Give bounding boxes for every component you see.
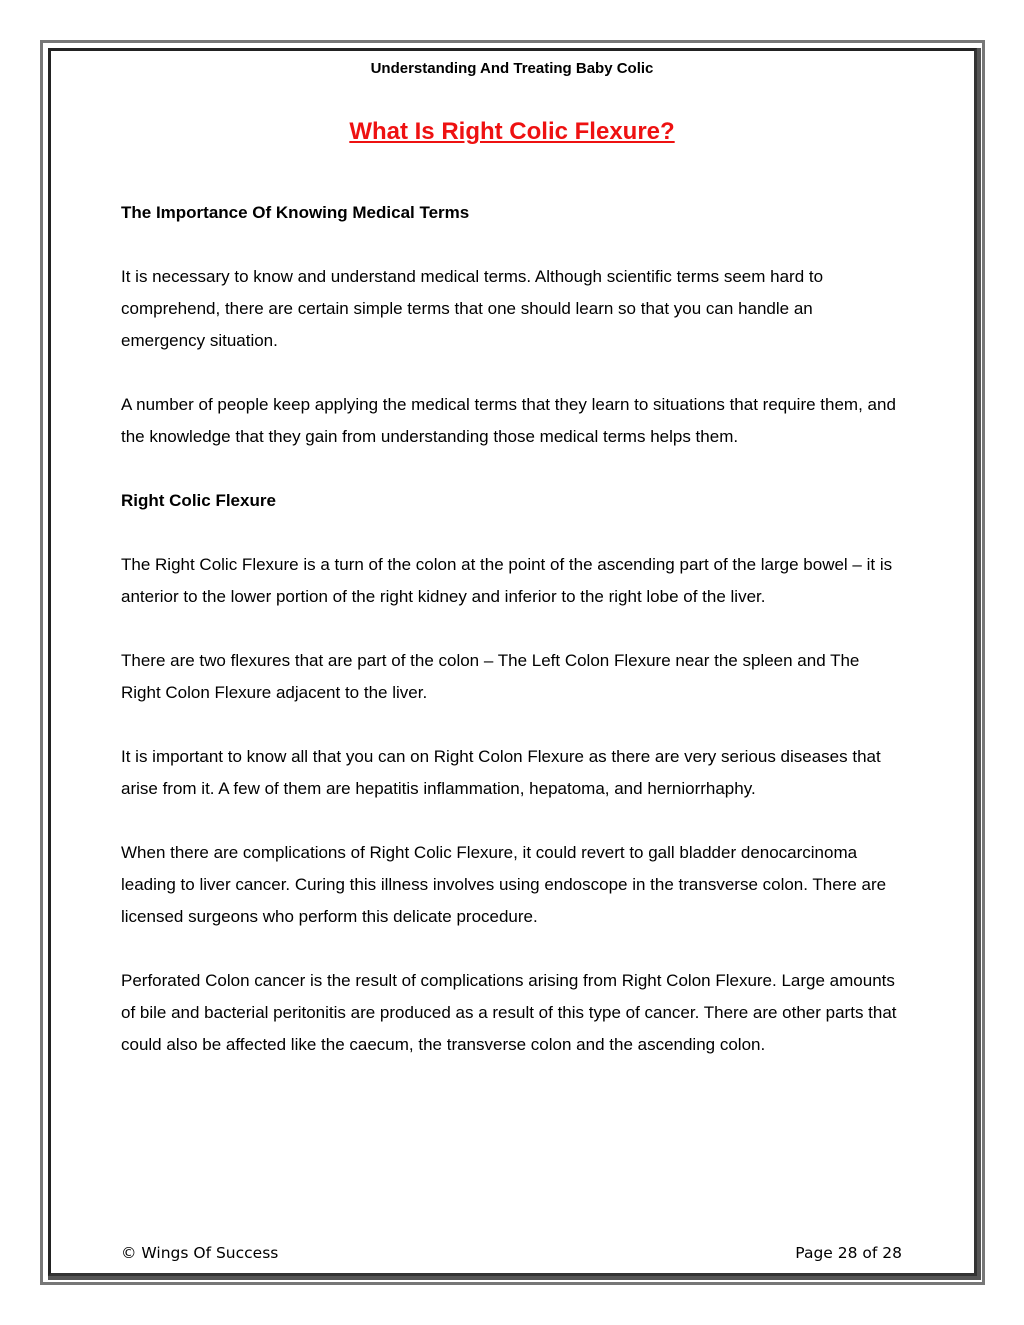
page-frame-shadow-bottom	[48, 1276, 981, 1280]
document-body	[121, 197, 901, 1093]
paragraph: Perforated Colon cancer is the result of complications arising from Right Colon Flexure. Large amounts of bile and bacterial peritonitis are produced as a result of this type of cancer. There are other parts that could also be affected like the caecum, the transverse colon and the ascending colon.	[121, 971, 897, 1054]
section-right-colic-flexure	[121, 485, 901, 1061]
footer-copyright: © Wings Of Success	[121, 1244, 279, 1262]
paragraph: The Right Colic Flexure is a turn of the colon at the point of the ascending part of the large bowel – it is anterior to the lower portion of the right kidney and inferior to the right lobe of the liver.	[121, 555, 893, 606]
paragraph: When there are complications of Right Colic Flexure, it could revert to gall bladder denocarcinoma leading to liver cancer. Curing this illness involves using endoscope in the transverse colon. There are licensed surgeons who perform this delicate procedure.	[121, 843, 887, 926]
page-frame-shadow-right	[977, 48, 981, 1280]
paragraph: It is important to know all that you can on Right Colon Flexure as there are very serious diseases that arise from it. A few of them are hepatitis inflammation, hepatoma, and herniorrhaphy.	[121, 747, 881, 798]
footer-page-number: Page 28 of 28	[795, 1244, 902, 1262]
section-medical-terms	[121, 197, 901, 453]
paragraph: A number of people keep applying the medical terms that they learn to situations that require them, and the knowledge that they gain from understanding those medical terms helps them.	[121, 395, 896, 446]
page-title: What Is Right Colic Flexure?	[349, 118, 675, 145]
section-heading: Right Colic Flexure	[121, 491, 276, 510]
paragraph: There are two flexures that are part of the colon – The Left Colon Flexure near the spleen and The Right Colon Flexure adjacent to the liver.	[121, 651, 860, 702]
paragraph: It is necessary to know and understand medical terms. Although scientific terms seem hard to comprehend, there are certain simple terms that one should learn so that you can handle an emergency situation.	[121, 267, 824, 350]
section-heading: The Importance Of Knowing Medical Terms	[121, 203, 470, 222]
running-header: Understanding And Treating Baby Colic	[370, 60, 654, 77]
